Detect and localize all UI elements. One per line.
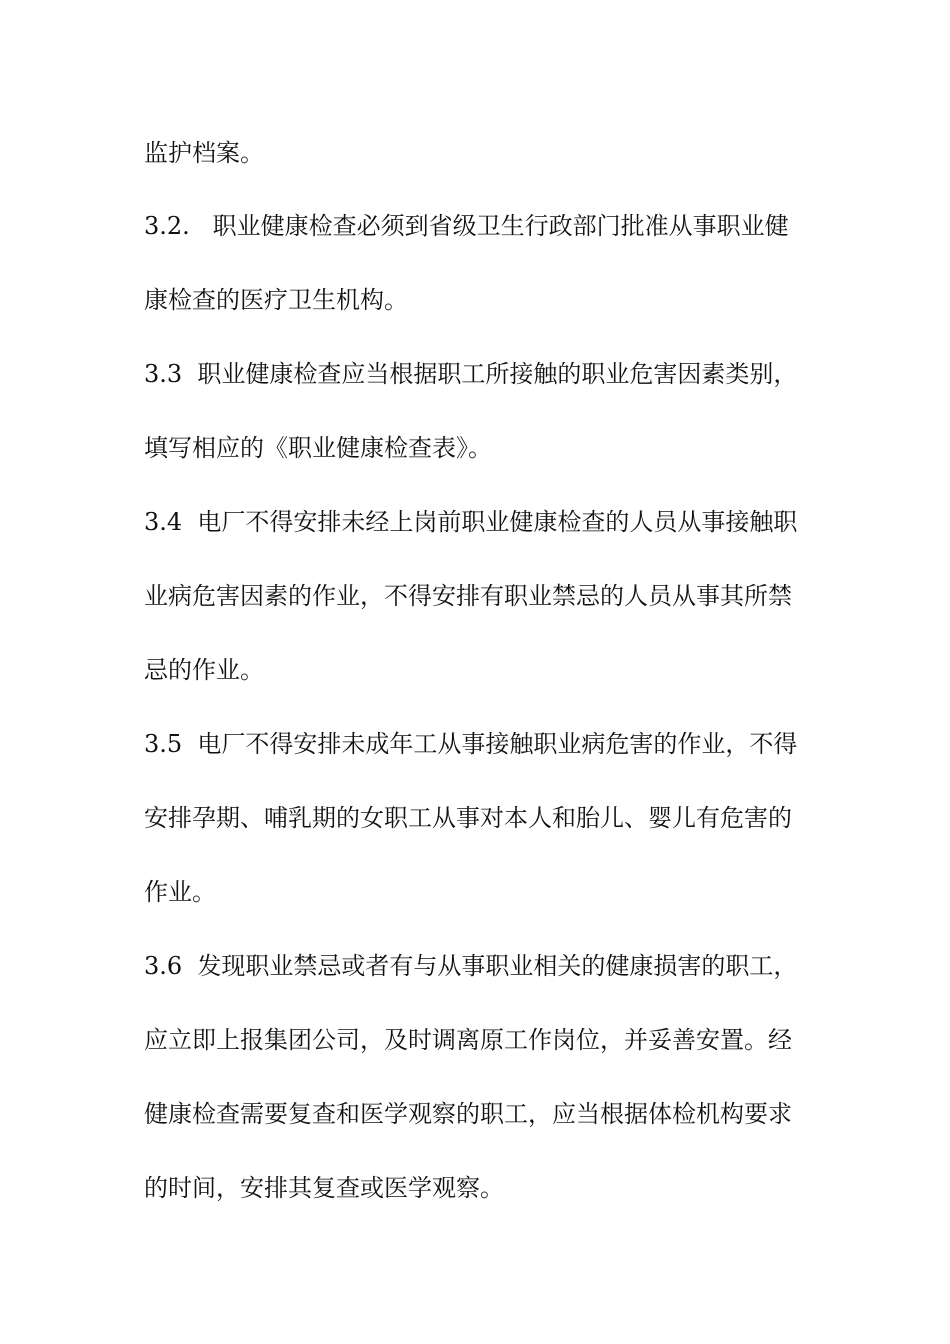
section-3-5: 3.5 电厂不得安排未成年工从事接触职业病危害的作业，不得 [144, 730, 798, 758]
text-line: 健康检查需要复查和医学观察的职工，应当根据体检机构要求 [144, 1100, 792, 1128]
text-line: 填写相应的《职业健康检查表》。 [144, 434, 492, 462]
text-line: 业病危害因素的作业，不得安排有职业禁忌的人员从事其所禁 [144, 582, 792, 610]
text-line: 康检查的医疗卫生机构。 [144, 286, 408, 314]
section-3-4: 3.4 电厂不得安排未经上岗前职业健康检查的人员从事接触职 [144, 508, 798, 536]
text-line: 应立即上报集团公司，及时调离原工作岗位，并妥善安置。经 [144, 1026, 792, 1054]
section-3-2: 3.2. 职业健康检查必须到省级卫生行政部门批准从事职业健 [144, 212, 789, 240]
text-line: 的时间，安排其复查或医学观察。 [144, 1174, 504, 1202]
section-3-6: 3.6 发现职业禁忌或者有与从事职业相关的健康损害的职工， [144, 952, 798, 980]
text-line: 安排孕期、哺乳期的女职工从事对本人和胎儿、婴儿有危害的 [144, 804, 792, 832]
text-line: 监护档案。 [144, 139, 264, 167]
text-line: 作业。 [144, 878, 216, 906]
section-3-3: 3.3 职业健康检查应当根据职工所接触的职业危害因素类别， [144, 360, 798, 388]
text-line: 忌的作业。 [144, 656, 264, 684]
